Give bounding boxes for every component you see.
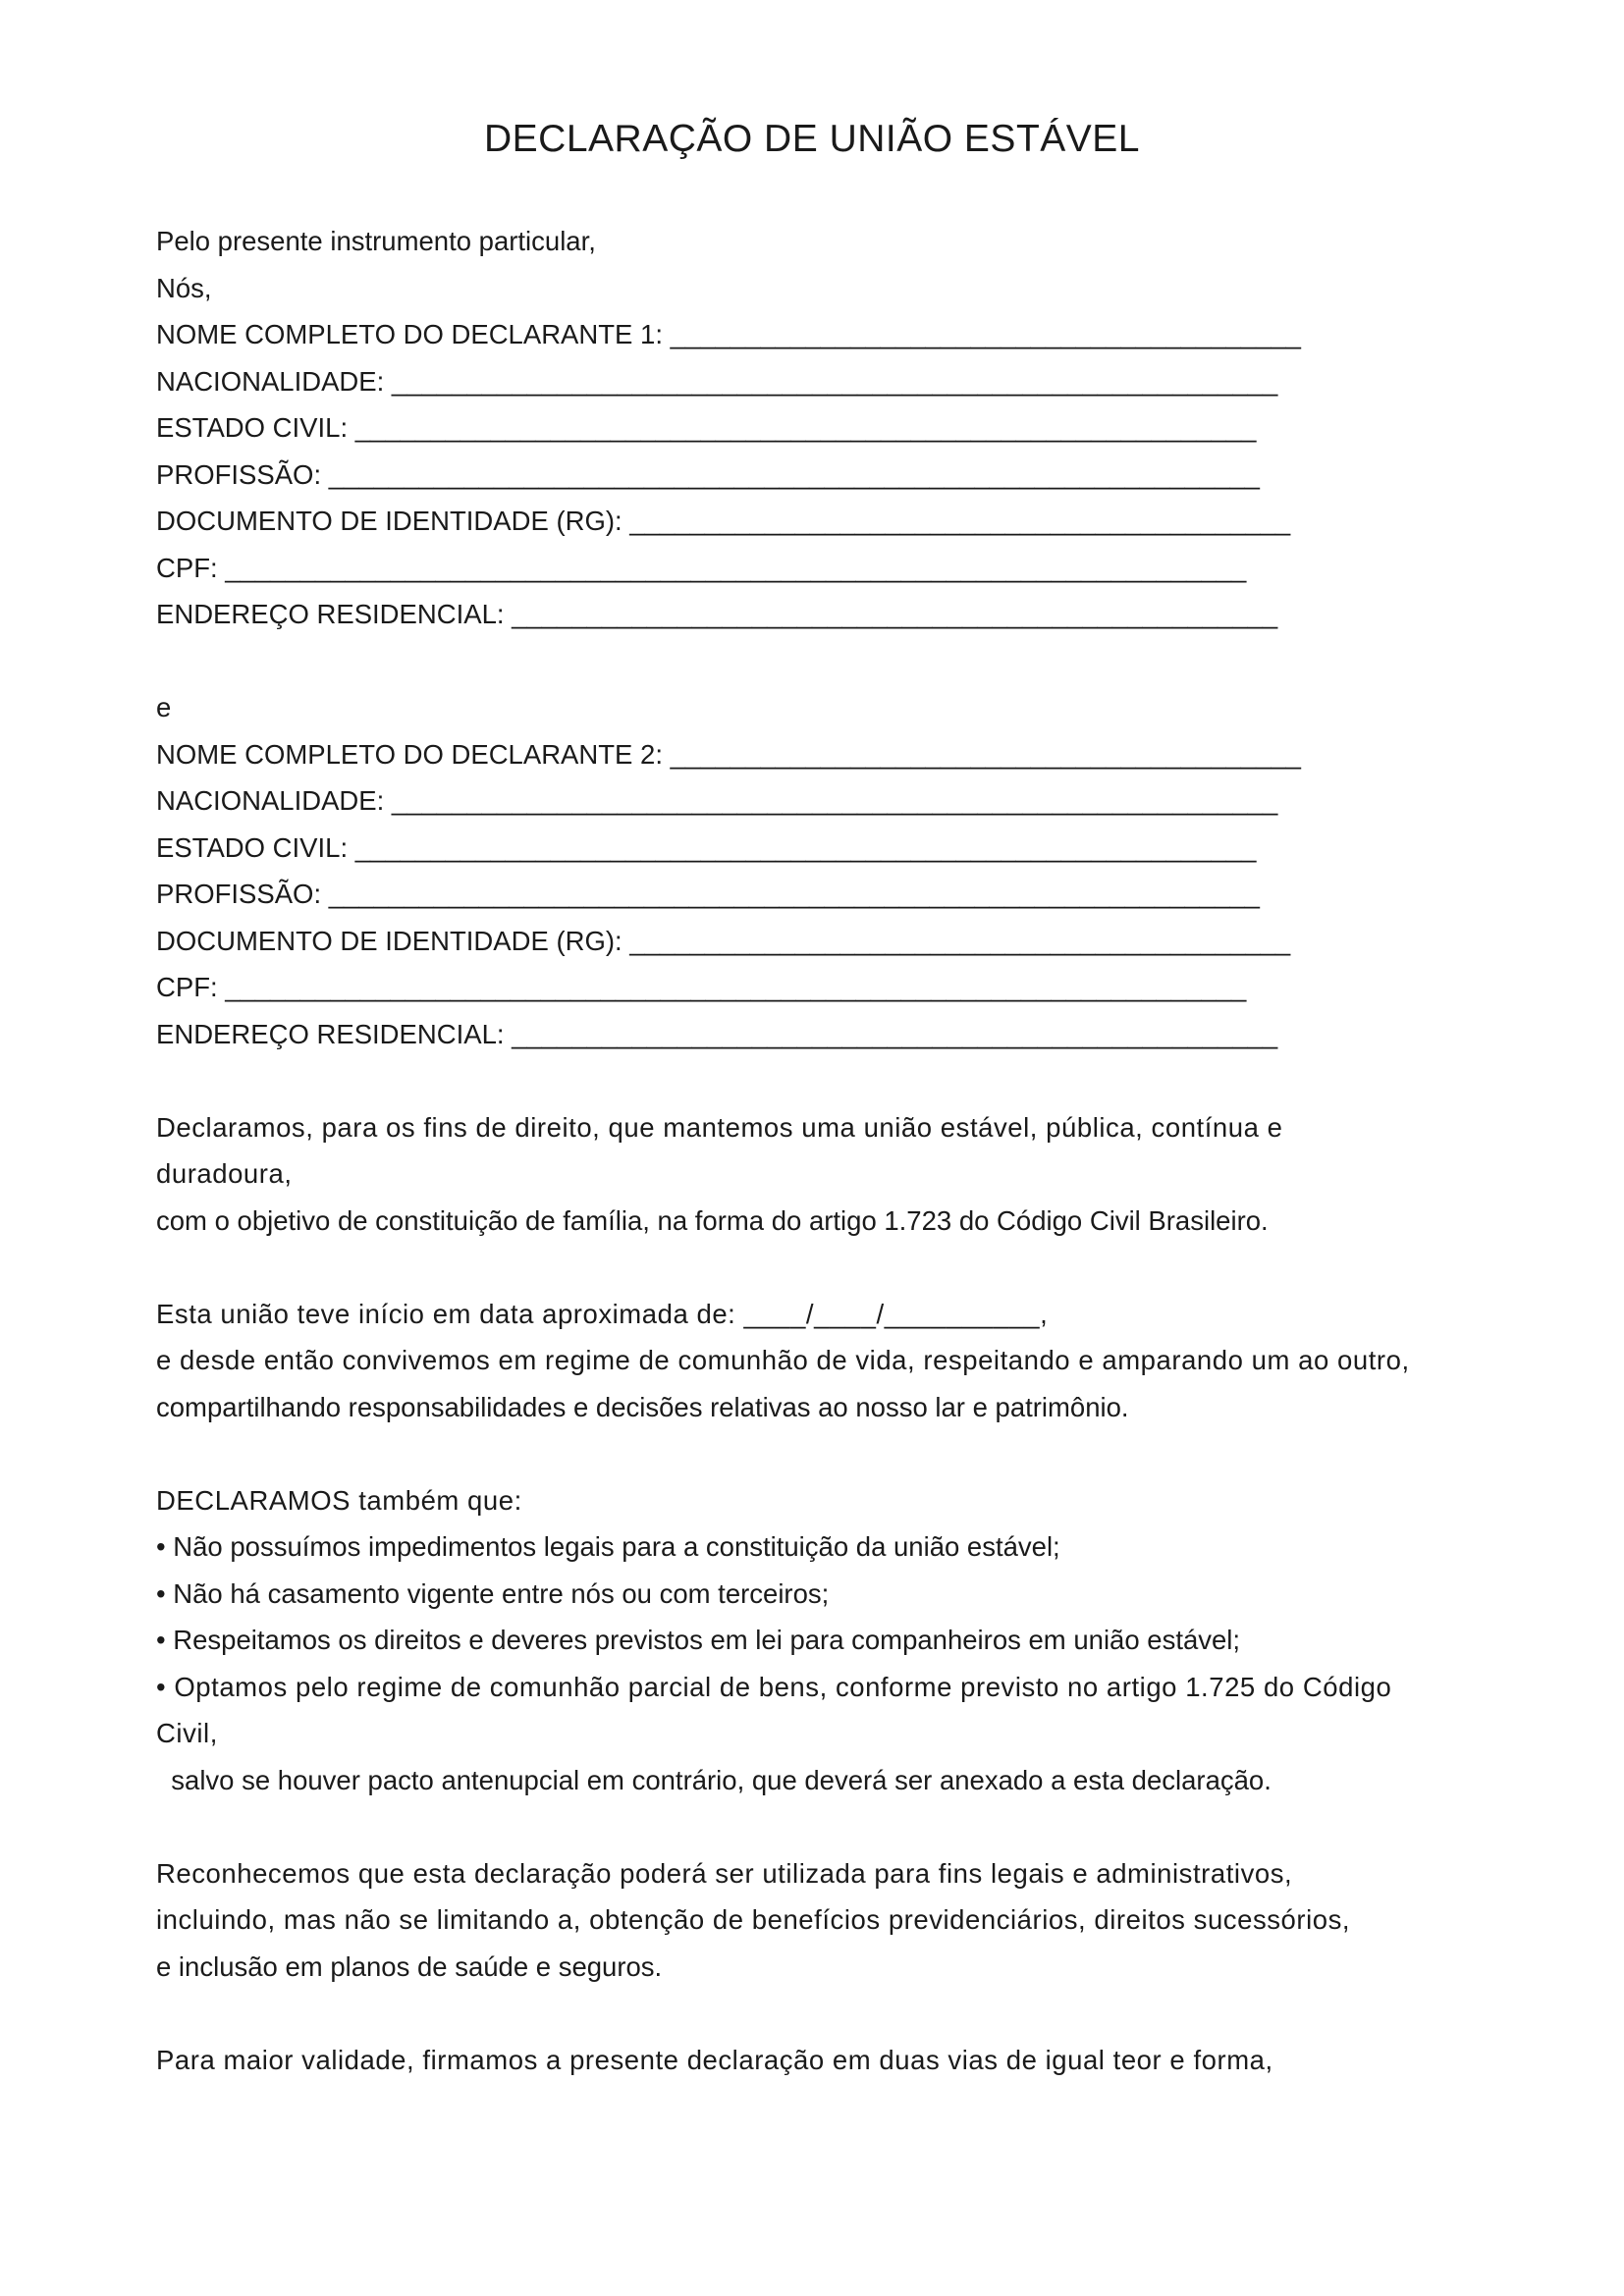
also-declare-section (156, 1477, 1531, 1804)
spacer (156, 1990, 1531, 2037)
declarant-1-rg-field: DOCUMENTO DE IDENTIDADE (RG): ____________________________________________ (156, 506, 1291, 536)
section-heading: DECLARAMOS também que: (156, 1484, 522, 1516)
declaration-paragraph (156, 1104, 1531, 1245)
paragraph-line: e desde então convivemos em regime de comunhão de vida, respeitando e amparando um ao outro, (156, 1345, 1410, 1375)
paragraph-line: Declaramos, para os fins de direito, que mantemos uma união estável, pública, contínua e (156, 1111, 1283, 1143)
connector-text: e (156, 692, 172, 722)
document-title: DECLARAÇÃO DE UNIÃO ESTÁVEL (483, 118, 1140, 160)
paragraph-line: duradoura, (156, 1158, 293, 1189)
paragraph-line: Reconhecemos que esta declaração poderá ser utilizada para fins legais e administrativos, (156, 1857, 1293, 1889)
paragraph-line: com o objetivo de constituição de família, na forma do artigo 1.723 do Código Civil Brasileiro. (156, 1204, 1269, 1236)
declarant-1-section (156, 311, 1531, 638)
paragraph-line: compartilhando responsabilidades e decisões relativas ao nosso lar e patrimônio. (156, 1391, 1129, 1422)
bullet-item: • Não possuímos impedimentos legais para a constituição da união estável; (156, 1531, 1060, 1562)
spacer (156, 1244, 1531, 1291)
bullet-item: • Não há casamento vigente entre nós ou com terceiros; (156, 1577, 830, 1609)
declarant-1-nationality-field: NACIONALIDADE: ___________________________________________________________ (156, 365, 1278, 397)
spacer (156, 1430, 1531, 1477)
declarant-1-name-field: NOME COMPLETO DO DECLARANTE 1: __________________________________________ (156, 319, 1301, 349)
declarant-1-marital-status-field: ESTADO CIVIL: ____________________________________________________________ (156, 412, 1257, 443)
declarant-2-nationality-field: NACIONALIDADE: ___________________________________________________________ (156, 785, 1278, 816)
declarant-1-profession-field: PROFISSÃO: ______________________________________________________________ (156, 458, 1260, 490)
closing-paragraph (156, 2037, 1531, 2084)
declarant-1-cpf-field: CPF: ____________________________________________________________________ (156, 552, 1247, 583)
bullet-item: • Respeitamos os direitos e deveres previstos em lei para companheiros em união estável; (156, 1625, 1241, 1655)
paragraph-line: incluindo, mas não se limitando a, obtenção de benefícios previdenciários, direitos sucessórios, (156, 1904, 1351, 1935)
spacer (156, 638, 1531, 685)
paragraph-line: Para maior validade, firmamos a presente declaração em duas vias de igual teor e forma, (156, 2044, 1273, 2075)
intro-line: Nós, (156, 272, 212, 303)
declarant-2-marital-status-field: ESTADO CIVIL: ____________________________________________________________ (156, 831, 1257, 863)
spacer (156, 1057, 1531, 1104)
bullet-item-continuation: salvo se houver pacto antenupcial em contrário, que deverá ser anexado a esta declaração. (156, 1764, 1272, 1795)
declarant-2-rg-field: DOCUMENTO DE IDENTIDADE (RG): ____________________________________________ (156, 925, 1291, 956)
declarant-2-section (156, 731, 1531, 1058)
recognition-paragraph (156, 1850, 1531, 1991)
spacer (156, 1803, 1531, 1850)
declarant-2-address-field: ENDEREÇO RESIDENCIAL: ___________________________________________________ (156, 1018, 1278, 1049)
declarant-2-profession-field: PROFISSÃO: ______________________________________________________________ (156, 879, 1260, 909)
bullet-item-continuation: Civil, (156, 1718, 218, 1748)
paragraph-line: e inclusão em planos de saúde e seguros. (156, 1950, 663, 1982)
declarant-2-cpf-field: CPF: ____________________________________________________________________ (156, 972, 1247, 1002)
document-body (156, 218, 1531, 2083)
bullet-item: • Optamos pelo regime de comunhão parcial de bens, conforme previsto no artigo 1.725 do Código (156, 1671, 1392, 1702)
intro-line: Pelo presente instrumento particular, (156, 226, 596, 256)
declarant-2-name-field: NOME COMPLETO DO DECLARANTE 2: __________________________________________ (156, 738, 1301, 770)
declarant-1-address-field: ENDEREÇO RESIDENCIAL: ___________________________________________________ (156, 599, 1278, 629)
start-date-field: Esta união teve início em data aproximada de: ____/____/__________, (156, 1298, 1049, 1329)
start-date-paragraph (156, 1291, 1531, 1431)
